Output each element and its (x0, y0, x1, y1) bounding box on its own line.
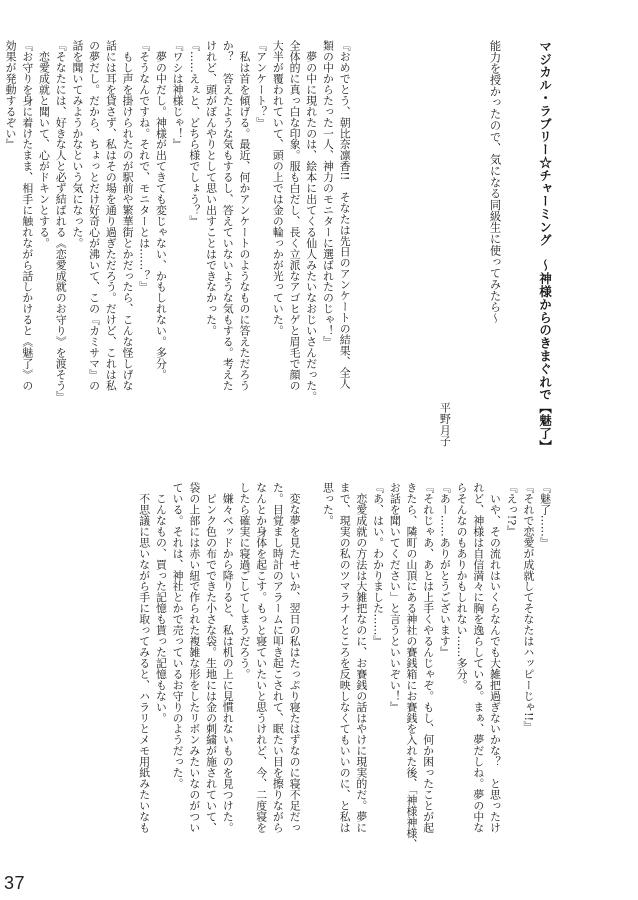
text-column: 不思議に思いながら手に取ってみると、ハラリとメモ用紙みたいなも (137, 482, 151, 833)
text-column: 話には耳を貸さず、私はその場を通り過ぎただろう。だけど、これは私 (104, 40, 118, 391)
text-column: きたら、隣町の山頂にある神社の賽銭箱にお賽銭を入れた後、「神様神様、 (404, 482, 418, 850)
text-column: まで、現実の私のツマラナイところを反映しなくてもいいのに、と私は (338, 482, 352, 833)
upper-paragraphs (1, 40, 352, 452)
text-column: れど、神様は自信満々に胸を逸らしている。まぁ、夢だしね。夢の中な (471, 482, 485, 833)
text-column: 『えっ!?』 (505, 482, 519, 537)
text-column: 夢の中に現れたのは、絵本に出てくる仙人みたいなおじいさんだった。 (304, 40, 318, 402)
text-column: もし声を掛けられたのが駅前や繁華街とかだったら、こんな怪しげな (121, 40, 135, 391)
text-column: 袋の上部には赤い紐で作られた複雑な形をしたリボンみたいなのがつい (187, 482, 201, 833)
text-column: こんなもの、買った記憶も貰った記憶もない。 (154, 482, 168, 724)
text-column: 『魅了……』 (538, 482, 552, 548)
text-column: 『ワシは神様じゃ！』 (171, 40, 185, 150)
text-column: なんとか身体を起こす。もっと寝ていたいと思うけれど、今、二度寝を (254, 482, 268, 833)
text-column: ている。それは、神社とかで売っているお守りのようだった。 (171, 482, 185, 789)
text-column: た。目覚まし時計のアラームに叩き起こされて、眠たい目を擦りながら (271, 482, 285, 833)
text-column: したら確実に寝過ごしてしまうだろう。 (237, 482, 251, 680)
text-column: 『それで恋愛が成就してそなたはハッピーじゃ!!』 (521, 482, 535, 732)
text-column: 『それじゃあ、あとは上手くやるんじゃぞ。もし、何か困ったことが起 (421, 482, 435, 833)
text-column: 変な夢を見たせいか、翌日の私はたっぷり寝たはずなのに寝不足だっ (288, 482, 302, 833)
text-column: 『アンケート？』 (254, 40, 268, 128)
text-column: 話を聞いてみようかなという気になった。 (70, 40, 84, 249)
text-column: 大半が覆われていて、頭の上では金の輪っかが光っていた。 (271, 40, 285, 336)
text-column: けれど、頭がぼんやりとして思い出すことはできなかった。 (204, 40, 218, 336)
text-column: の夢だし。だから、ちょっとだけ好奇心が沸いて、この『カミサマ』の (87, 40, 101, 391)
text-column: 全体的に真っ白な印象。服も白だし、長く立派なアゴヒゲと眉毛で顔の (288, 40, 302, 391)
text-column: 『そなたには、好きな人と必ず結ばれる《恋愛成就のお守り》を渡そう』 (54, 40, 68, 402)
text-column: 類の中からたった一人、神力のモニターに選ばれたのじゃ！』 (321, 40, 335, 347)
upper-tier-vertical-text (4, 40, 586, 453)
text-column: 『お守りを身に着けたまま、相手に触れながら話しかけると《魅了》の (20, 40, 34, 391)
text-column: いや、その流れはいくらなんでも大雑把過ぎないかな？ と思ったけ (488, 482, 502, 833)
story-subtitle: 能力を授かったので、気になる同級生に使ってみたら～ (488, 40, 502, 324)
column-spacer (386, 40, 403, 452)
text-column: 夢の中だし。神様が出てきても変じゃない、かもしれない。多分。 (154, 40, 168, 380)
text-column: 『おめでとう、朝比奈凛香!! そなたは先日のアンケートの結果、全人 (338, 40, 352, 389)
text-column: 『あー……ありがとうございます』 (438, 482, 452, 658)
lower-tier-vertical-text (36, 482, 586, 870)
text-column: 効果が発動するぞい』 (4, 40, 18, 150)
text-column: らそんなのもありかもしれない……多分。 (455, 482, 469, 691)
text-column: 思った。 (321, 482, 335, 526)
story-title: マジカル・ラブリー☆チャーミング ～神様からのきまぐれで【魅了】 (537, 40, 553, 453)
text-column: ピンク色の布でできた小さな袋。生地には金の刺繍が施されていて、 (204, 482, 218, 833)
lower-paragraphs (135, 482, 553, 870)
text-column: 恋愛成就と聞いて、心がドキンとする。 (37, 40, 51, 249)
text-column: か？ 答えたような気もするし、答えていないような気もする。考えた (221, 40, 235, 391)
text-column: 私は首を傾げる。最近、何かアンケートのようなものに答えただろう (237, 40, 251, 391)
text-column: お話を聞いてください」と言うといいぞい！』 (388, 482, 402, 713)
page-number: 37 (4, 873, 26, 893)
text-column: 『……えぇと、どちら様でしょう？』 (187, 40, 201, 227)
text-column: 『そうなんですね。それで、モニターとは……？』 (137, 40, 151, 293)
text-column: 『あ、はい。わかりました……』 (371, 482, 385, 647)
text-column (302, 482, 319, 870)
author-name: 平野月子 (438, 401, 452, 446)
text-column: 嫌々ベッドから降りると、私は机の上に見慣れないものを見つけた。 (221, 482, 235, 833)
text-column: 恋愛成就の方法は大雑把なのに、お賽銭の話はやけに現実的だ。夢に (354, 482, 368, 833)
